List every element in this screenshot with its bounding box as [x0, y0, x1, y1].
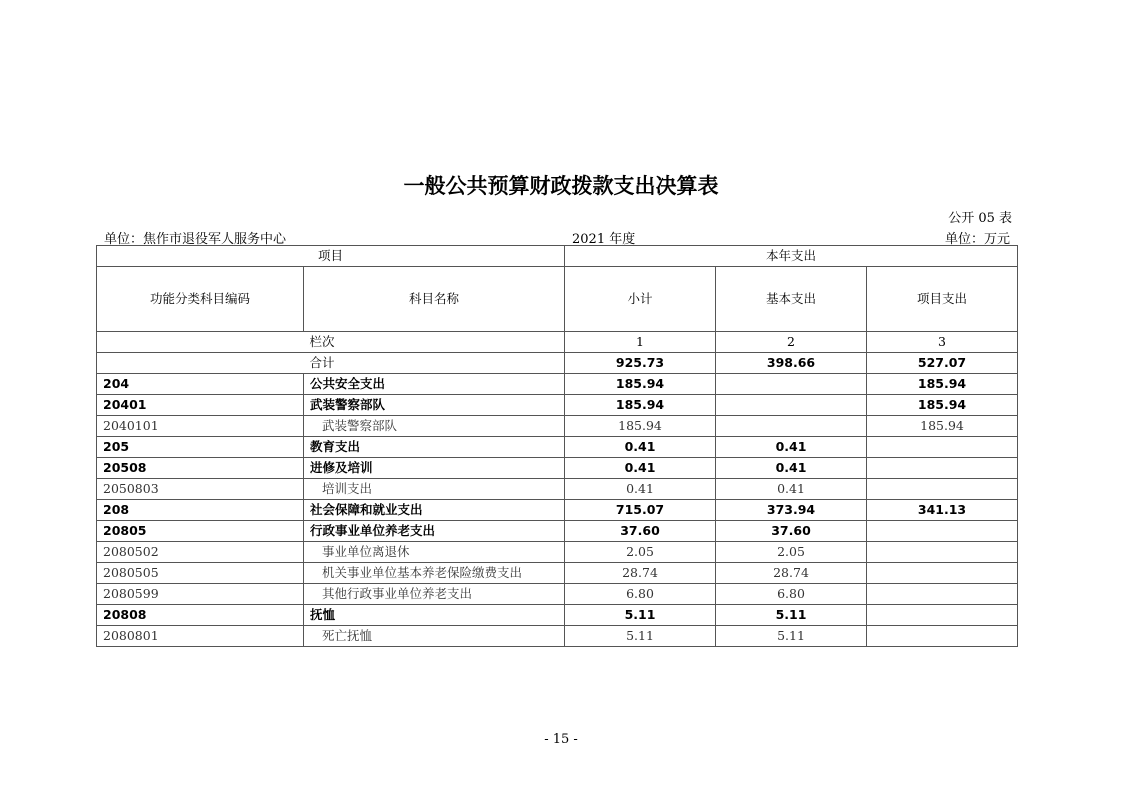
- row-project: [867, 626, 1018, 647]
- row-name: 公共安全支出: [304, 374, 565, 395]
- table-row: [97, 605, 1018, 626]
- row-project: [867, 563, 1018, 584]
- table-row: [97, 416, 1018, 437]
- row-basic: 28.74: [716, 563, 867, 584]
- row-project: [867, 437, 1018, 458]
- row-name: 其他行政事业单位养老支出: [304, 584, 565, 605]
- header-name: 科目名称: [304, 267, 565, 332]
- row-subtotal: 2.05: [565, 542, 716, 563]
- row-project: 185.94: [867, 416, 1018, 437]
- header-row-1: [97, 246, 1018, 267]
- total-row: [97, 353, 1018, 374]
- row-name: 抚恤: [304, 605, 565, 626]
- row-project: [867, 521, 1018, 542]
- row-code: 2040101: [97, 416, 304, 437]
- row-project: [867, 479, 1018, 500]
- row-subtotal: 0.41: [565, 479, 716, 500]
- row-code: 2080502: [97, 542, 304, 563]
- total-subtotal: 925.73: [565, 353, 716, 374]
- row-code: 20508: [97, 458, 304, 479]
- row-project: [867, 458, 1018, 479]
- column-index-3: 3: [867, 332, 1018, 353]
- column-index-1: 1: [565, 332, 716, 353]
- header-basic: 基本支出: [716, 267, 867, 332]
- column-index-2: 2: [716, 332, 867, 353]
- row-project: [867, 605, 1018, 626]
- row-basic: [716, 416, 867, 437]
- meta-row: [104, 228, 1010, 247]
- row-name: 行政事业单位养老支出: [304, 521, 565, 542]
- header-current-year: 本年支出: [565, 246, 1018, 267]
- row-subtotal: 5.11: [565, 605, 716, 626]
- row-name: 死亡抚恤: [304, 626, 565, 647]
- row-code: 2080599: [97, 584, 304, 605]
- table-row: [97, 479, 1018, 500]
- total-empty: [97, 353, 304, 374]
- row-basic: 373.94: [716, 500, 867, 521]
- row-code: 20401: [97, 395, 304, 416]
- row-name: 机关事业单位基本养老保险缴费支出: [304, 563, 565, 584]
- year-label: 2021 年度: [572, 232, 636, 247]
- header-subtotal: 小计: [565, 267, 716, 332]
- row-basic: 5.11: [716, 626, 867, 647]
- table-row: [97, 374, 1018, 395]
- header-project: 项目: [97, 246, 565, 267]
- total-basic: 398.66: [716, 353, 867, 374]
- row-name: 教育支出: [304, 437, 565, 458]
- row-project: 185.94: [867, 395, 1018, 416]
- row-project: 185.94: [867, 374, 1018, 395]
- row-basic: 2.05: [716, 542, 867, 563]
- row-code: 20805: [97, 521, 304, 542]
- row-name: 事业单位离退休: [304, 542, 565, 563]
- row-code: 208: [97, 500, 304, 521]
- row-code: 2080505: [97, 563, 304, 584]
- table-row: [97, 458, 1018, 479]
- header-project-expenditure: 项目支出: [867, 267, 1018, 332]
- row-subtotal: 185.94: [565, 395, 716, 416]
- header-row-2: [97, 267, 1018, 332]
- row-basic: 37.60: [716, 521, 867, 542]
- table-row: [97, 395, 1018, 416]
- row-basic: 0.41: [716, 437, 867, 458]
- table-code: 公开 05 表: [948, 211, 1012, 226]
- row-name: 社会保障和就业支出: [304, 500, 565, 521]
- row-code: 2050803: [97, 479, 304, 500]
- row-name: 武装警察部队: [304, 416, 565, 437]
- row-name: 进修及培训: [304, 458, 565, 479]
- row-project: [867, 542, 1018, 563]
- expenditure-table: [96, 245, 1018, 647]
- column-index-row: [97, 332, 1018, 353]
- row-subtotal: 0.41: [565, 437, 716, 458]
- row-subtotal: 185.94: [565, 374, 716, 395]
- table-row: [97, 437, 1018, 458]
- table-row: [97, 500, 1018, 521]
- row-subtotal: 715.07: [565, 500, 716, 521]
- unit-label: 单位：焦作市退役军人服务中心: [104, 232, 287, 247]
- table-row: [97, 584, 1018, 605]
- row-subtotal: 0.41: [565, 458, 716, 479]
- row-subtotal: 185.94: [565, 416, 716, 437]
- table-row: [97, 542, 1018, 563]
- row-name: 武装警察部队: [304, 395, 565, 416]
- total-project: 527.07: [867, 353, 1018, 374]
- row-code: 20808: [97, 605, 304, 626]
- row-subtotal: 6.80: [565, 584, 716, 605]
- table-row: [97, 626, 1018, 647]
- header-code: 功能分类科目编码: [97, 267, 304, 332]
- row-basic: 5.11: [716, 605, 867, 626]
- page-number: - 15 -: [544, 732, 578, 747]
- row-subtotal: 5.11: [565, 626, 716, 647]
- row-basic: 0.41: [716, 479, 867, 500]
- row-project: 341.13: [867, 500, 1018, 521]
- row-project: [867, 584, 1018, 605]
- row-subtotal: 37.60: [565, 521, 716, 542]
- total-label: 合计: [304, 353, 565, 374]
- row-name: 培训支出: [304, 479, 565, 500]
- row-subtotal: 28.74: [565, 563, 716, 584]
- row-code: 204: [97, 374, 304, 395]
- table-row: [97, 563, 1018, 584]
- currency-label: 单位：万元: [944, 232, 1010, 247]
- row-basic: 6.80: [716, 584, 867, 605]
- row-code: 2080801: [97, 626, 304, 647]
- row-code: 205: [97, 437, 304, 458]
- column-index-empty: [97, 332, 304, 353]
- column-index-label: 栏次: [304, 332, 565, 353]
- table-row: [97, 521, 1018, 542]
- document-title: 一般公共预算财政拨款支出决算表: [403, 174, 719, 198]
- row-basic: [716, 395, 867, 416]
- row-basic: [716, 374, 867, 395]
- row-basic: 0.41: [716, 458, 867, 479]
